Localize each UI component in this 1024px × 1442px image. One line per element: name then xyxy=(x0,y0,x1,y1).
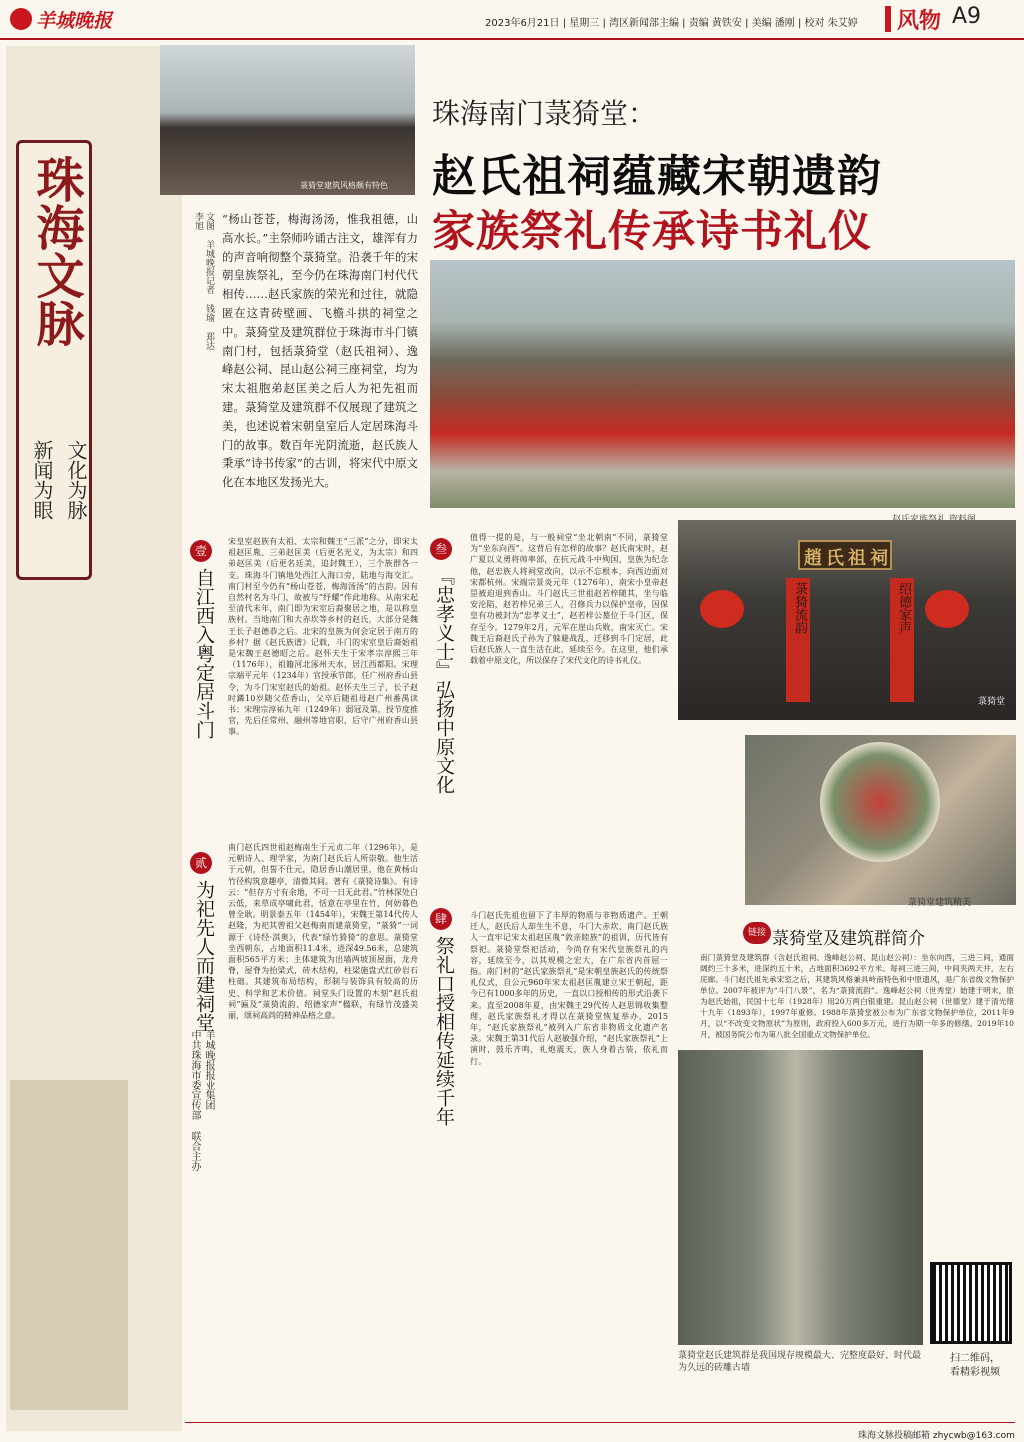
section-title-4: 祭礼口授相传延续千年 xyxy=(433,936,455,1126)
photo-wall-caption: 菉猗堂建筑精美 xyxy=(908,898,972,908)
dateline: 2023年6月21日 | 星期三 | 湾区新闻部主编 | 责编 黄铁安 | 美编 潘刚 | 校对 朱艾婷 xyxy=(485,18,858,29)
page-number: A9 xyxy=(952,4,982,29)
headline-sub: 家族祭礼传承诗书礼仪 xyxy=(432,207,872,257)
photo-building-roof xyxy=(160,45,415,195)
qr-caption-line2: 看精彩视频 xyxy=(950,1367,1000,1378)
organizer-2 xyxy=(188,1030,200,1171)
sidebar-badge: 链接 xyxy=(743,922,771,944)
footer-rule xyxy=(185,1422,1015,1423)
organizer-2-name: 中共珠海市委宣传部 xyxy=(189,1030,200,1120)
section-badge-1: 壹 xyxy=(190,540,212,562)
section-badge-2: 贰 xyxy=(190,852,212,874)
article-column-2a: 值得一提的是，与一般祠堂“坐北朝南”不同，菉猗堂为“坐东向西”。这背后有怎样的故事？赵氏南宋时，赵广夏以义勇将帅率部，在抗元战斗中殉国，皇族为纪念他，赵忠族人将祠堂改向，以示不忘根本，向西边面对宋都杭州。宋端宗景炎元年（1276年），南宋小皇帝赵昰被迫退到香山。斗门赵氏三世祖赵若梓随其，坐与临安沦陷，赵若梓兄弟三人，召修兵力以保护皇帝，因保皇有功被封为“忠孝义士”，赵若梓公墓位于斗门区，保存至今。1279年2月，元军在崖山兵败，南宋灭亡。宋魏王后裔赵氏子孙为了躲避战乱，迁移到斗门定居，此后赵氏族人一直生活在此，延续至今。在这里，他们承载着中原文化，所以保存了宋代文化的诗书礼仪。 xyxy=(470,533,668,666)
paper-name: 羊城晚报 xyxy=(36,10,113,32)
article-column-1b: 南门赵氏四世祖赵梅南生于元贞二年（1296年），是元朝诗人、理学家，为南门赵氏后人所崇敬。他生活于元朝，但誓不仕元，隐居香山潮居里，他在黄杨山竹径构筑意趣亭，清微其间。著有《菉猗诗集》。有诗云：“但存方寸有余地，不可一日无此君。”竹林深处白云低，来草成亭啸此君，恬意在亭里在竹，何妨暮色曾全耿。明景泰五年（1454年），宋魏王第14代传人赵隆，为祀其曾祖父赵梅南而建菉猗堂，“菉猗”一词源于《诗经·淇奥》，代表“绿竹猗猗”的意思。菉猗堂坐西朝东，占地面积11.4米，进深49.56米，总建筑面积565平方米；主体建筑为出墙两坡顶屋面，龙舟脊，屋脊为抬梁式，砖木结构，柱梁施盘式红砂岩石柱础。其建筑布局结构，形制与装饰具有较高的历史、科学和艺术价值。祠堂头门设置的木刻“赵氏祖祠”匾及“菉猗流韵、绍德家声”楹联，有绿竹茂盛美丽，颂祠高尚的精神品格之意。 xyxy=(228,843,418,1021)
section-title-1: 自江西入粤定居斗门 xyxy=(193,568,215,739)
photo-alley-caption: 菉猗堂赵氏建筑群是我国现存规模最大、完整度最好、时代最为久远的砖雕古墙 xyxy=(678,1351,922,1373)
section-title-3: 『忠孝义士』弘扬中原文化 xyxy=(433,566,455,794)
section-bar xyxy=(885,6,891,32)
couplet-left-text: 菉猗流韵 xyxy=(792,582,807,634)
footer-email: 珠海文脉投稿邮箱 zhycwb@163.com xyxy=(858,1431,1015,1441)
lead-paragraph: “杨山苍苍，梅海汤汤，惟我祖德，山高水长。”主祭师吟诵古注文，雄浑有力的声音响彻整个菉猗堂。沿袭千年的宋朝皇族祭礼，至今仍在珠海南门村代代相传……赵氏家族的荣光和过往，就隐匿在这青砖壁画、飞檐斗拱的祠堂之中。菉猗堂及建筑群位于珠海市斗门镇南门村，包括菉猗堂（赵氏祖祠）、逸峰赵公祠、昆山赵公祠三座祠堂，均为宋太祖胞弟赵匡美之后人为祀先祖而建。菉猗堂及建筑群不仅展现了建筑之美，也述说着宋朝皇室后人定居珠海斗门的故事。数百年光阴流逝，赵氏族人秉承“诗书传家”的古训，将宋代中原文化在本地区发扬光大。 xyxy=(222,212,418,490)
qr-caption-line1: 扫二维码， xyxy=(950,1353,1000,1364)
banner-subtitle-left: 新闻为眼 xyxy=(30,440,54,520)
couplet-right-text: 绍德家声 xyxy=(896,582,911,634)
photo-ancestral-ceremony xyxy=(430,260,1015,508)
section-badge-3: 叁 xyxy=(430,538,452,560)
qr-code[interactable] xyxy=(930,1262,1012,1344)
organizer-1: 羊城晚报报业集团 xyxy=(203,1030,214,1110)
section-name: 风物 xyxy=(897,9,942,34)
door-plaque-text: 趙氏祖祠 xyxy=(804,548,892,569)
qr-caption xyxy=(935,1352,1015,1380)
newspaper-logo-icon xyxy=(10,8,32,30)
organizer-suffix: 联合主办 xyxy=(189,1131,200,1171)
relief-circle-icon xyxy=(820,742,940,862)
section-badge-4: 肆 xyxy=(430,908,452,930)
article-column-2b: 斗门赵氏先祖也留下了丰厚的物质与非物质遗产。王朝迁人，赵氏后人却生生不息，斗门大赤坎、南门赵氏族人一直牢记宋太祖赵匡胤“敦亲睦族”的祖训，历代皆有祭祀。菉猗堂祭祀活动，今尚存有宋代皇族祭礼的内容，延续至今，以其规模之宏大，在广东省内首屈一指。南门村的“赵氏家族祭礼”是宋朝皇族赵氏的传统祭礼仪式，自公元960年宋太祖赵匡胤建立宋王朝起，距今已有1000多年的历史，一直以口授相传的形式沿袭下来。直至2008年夏，由宋魏王29代传人赵思锦收集整理，赵氏家族祭礼才得以在菉猗堂恢复举办，2015年，“赵氏家族祭礼”被列入广东省非物质文化遗产名录。宋魏王第31代后人赵敏强介绍，“赵氏家族祭礼”上演时，鼓乐齐鸣，礼炮震天，族人身着古装，依礼而行。 xyxy=(470,911,668,1066)
banner-subtitle-right: 文化为脉 xyxy=(64,440,88,520)
headline-main: 赵氏祖祠蕴藏宋朝遗韵 xyxy=(432,151,882,202)
sidebar-title: 菉猗堂及建筑群简介 xyxy=(772,929,925,949)
article-column-1a: 宋皇室赵族有太祖、太宗和魏王“三派”之分，即宋太祖赵匡胤、三弟赵匡美（后更名光义，为太宗）和四弟赵匡美（后更名廷美，追封魏王），三个族群各一支。珠海斗门镇地处西江入海口旁，陆地与海交汇。南门村至今仍有“杨山苍苍，梅海汤汤”的古韵。因有自然村名为斗门，故被与“纾耀”作此地称。从南宋起至清代末年，南门即为宋室后裔聚居之地，是以称皇族村。当地南门和大赤坎等乡村的赵氏，大部分是魏王长子赵德恭之后。北宋的皇族为何会定居于南方的乡村？据《赵氏族谱》记载，斗门的宋室皇后裔始祖是宋魏王赵德昭之后。赵怀夫生于宋孝宗淳熙三年（1176年），祖籍河北涿州天水，居江西都阳。宋理宗端平元年（1234年）官授承节郎，任广州府香山县令，为斗门宋室赵氏的始祖。赵怀夫生三子，长子赵时鏻10岁随父莅香山，父卒后随祖母赵广州番禺读书；宋理宗淳祐九年（1249年）弱冠及第，授节度推官，先后任常州、融州等地官职，后守广州府香山县事。 xyxy=(228,537,418,737)
statue-illustration xyxy=(10,1080,128,1410)
section-title-2: 为祀先人而建祠堂 xyxy=(193,880,215,1032)
byline: 文图 羊城晚报记者 钱瑜 郑达 李旭 xyxy=(193,212,214,350)
banner-title: 珠海文脉 xyxy=(28,155,84,347)
sidebar-body: 南门菉猗堂及建筑群（含赵氏祖祠、逸峰赵公祠、昆山赵公祠）：坐东向西，三进三间，通面阔约三十多米，进深约五十米，占地面积3692平方米。每祠三进三间，中间夹两天井，左右庑廊。斗门赵氏祖先承宋室之后，其建筑风格兼具岭南特色和中原遗风，是广东省级文物保护单位。2007年被评为“斗门八景”，名为“菉猗流韵”。逸峰赵公祠（世秀堂）始建于明末，原为赵氏始祖，民国十七年（1928年）用20万两白银重建。昆山赵公祠（世德堂）建于清光绪十九年（1893年），1997年重修。1988年菉猗堂被公布为广东省文物保护单位，2011年9月，以“不改变文物原状”为原则，政府投入600多万元，进行为期一年多的修缮。2019年10月，被国务院公布为第八批全国重点文物保护单位。 xyxy=(700,953,1014,1039)
photo-top-caption: 菉猗堂建筑风格颇有特色 xyxy=(300,181,388,190)
lantern-left-icon xyxy=(700,590,744,628)
lantern-right-icon xyxy=(925,590,969,628)
photo-door-caption: 菉猗堂 xyxy=(978,697,1006,707)
headline-kicker: 珠海南门菉猗堂： xyxy=(432,97,657,130)
